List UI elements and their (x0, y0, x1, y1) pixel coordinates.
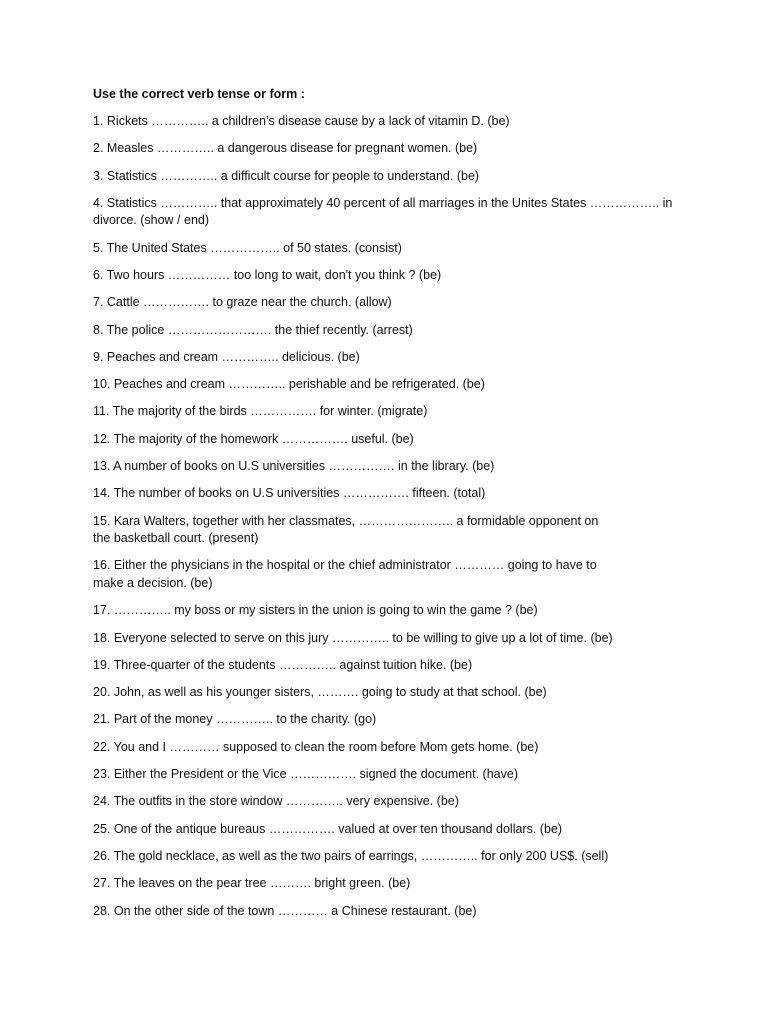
exercise-item-7: 7. Cattle ……………. to graze near the church. (allow) (93, 295, 392, 310)
exercise-item-5: 5. The United States …………….. of 50 states. (consist) (93, 240, 402, 255)
exercise-item-17: 17. ………….. my boss or my sisters in the union is going to win the game ? (be) (93, 603, 538, 618)
exercise-item-24: 24. The outfits in the store window ………….. very expensive. (be) (93, 794, 459, 809)
exercise-item-9: 9. Peaches and cream ………….. delicious. (be) (93, 349, 360, 364)
exercise-item-19: 19. Three-quarter of the students ………….. against tuition hike. (be) (93, 657, 473, 672)
exercise-list (93, 113, 693, 920)
exercise-item-25: 25. One of the antique bureaus ……………. valued at over ten thousand dollars. (be) (93, 821, 563, 836)
exercise-item-13: 13. A number of books on U.S universities ……………. in the library. (be) (93, 459, 495, 474)
exercise-item-2: 2. Measles ………….. a dangerous disease for pregnant women. (be) (93, 141, 478, 156)
exercise-item-23: 23. Either the President or the Vice ……………. signed the document. (have) (93, 767, 518, 782)
exercise-item-26: 26. The gold necklace, as well as the two pairs of earrings, ………….. for only 200 US$. (sell) (93, 848, 609, 863)
exercise-item-10: 10. Peaches and cream ………….. perishable and be refrigerated. (be) (93, 377, 485, 392)
exercise-item-8: 8. The police ……………………. the thief recently. (arrest) (93, 322, 413, 337)
exercise-item-16: 16. Either the physicians in the hospital or the chief administrator ………… going to have to make a decision. (be) (93, 558, 597, 590)
worksheet-heading: Use the correct verb tense or form : (93, 87, 305, 101)
exercise-item-28: 28. On the other side of the town ………… a Chinese restaurant. (be) (93, 903, 477, 918)
exercise-item-1: 1. Rickets ………….. a children’s disease cause by a lack of vitamin D. (be) (93, 114, 510, 128)
exercise-item-15: 15. Kara Walters, together with her classmates, ………………….. a formidable opponent on the basketball court. (present) (93, 513, 599, 546)
exercise-item-3: 3. Statistics ………….. a difficult course for people to understand. (be) (93, 168, 480, 183)
exercise-item-4: 4. Statistics ………….. that approximately 40 percent of all marriages in the Unites States …………….. in divorce. (show / end) (93, 195, 673, 228)
exercise-item-14: 14. The number of books on U.S universities ……………. fifteen. (total) (93, 486, 486, 501)
exercise-item-11: 11. The majority of the birds ……………. for winter. (migrate) (93, 404, 428, 419)
exercise-item-12: 12. The majority of the homework ……………. useful. (be) (93, 431, 414, 446)
exercise-item-27: 27. The leaves on the pear tree ………. bright green. (be) (93, 876, 411, 891)
exercise-item-6: 6. Two hours …………… too long to wait, don't you think ? (be) (93, 267, 442, 282)
exercise-item-18: 18. Everyone selected to serve on this jury ………….. to be willing to give up a lot of time. (be) (93, 630, 613, 645)
worksheet (93, 86, 693, 930)
exercise-item-20: 20. John, as well as his younger sisters, ………. going to study at that school. (be) (93, 685, 547, 700)
exercise-item-22: 22. You and I ………… supposed to clean the room before Mom gets home. (be) (93, 739, 539, 754)
exercise-item-21: 21. Part of the money ………….. to the charity. (go) (93, 712, 377, 727)
